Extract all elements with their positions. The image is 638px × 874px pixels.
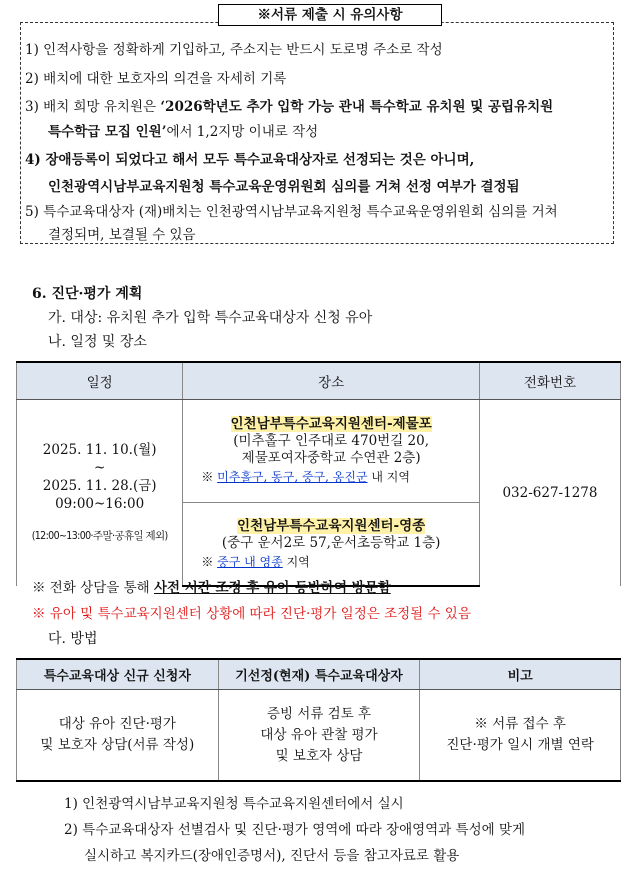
center1-cell: [183, 400, 480, 503]
method-col2-line1: 증빙 서류 검토 후: [266, 705, 372, 722]
notice-line-5-cont: 결정되며, 보결될 수 있음: [48, 227, 196, 243]
phone-cell: 032-627-1278: [479, 400, 620, 587]
center2-name: 인천남부특수교육지원센터-영종: [237, 517, 426, 534]
date-start: 2025. 11. 10.(월): [42, 442, 157, 458]
notice-line-5: 5) 특수교육대상자 (재)배치는 인천광역시남부교육지원청 특수교육운영위원회 심의를 거쳐: [25, 204, 558, 220]
notice-line-3-prefix: 3) 배치 희망 유치원은: [25, 99, 161, 115]
notice-line-3-bold: ‘2026학년도 추가 입학 가능 관내 특수학교 유치원 및 공립유치원: [160, 99, 554, 115]
schedule-table: [16, 361, 621, 587]
method-col2: [218, 690, 420, 782]
center1-area: 미추홀구, 동구, 중구, 옹진군: [217, 470, 368, 485]
notice-line-4: 4) 장애등록이 되었다고 해서 모두 특수교육대상자로 선정되는 것은 아니며,: [25, 152, 475, 168]
date-end: 2025. 11. 28.(금): [42, 478, 157, 494]
center2-cell: [183, 503, 480, 586]
center1-note-mark: ※: [201, 470, 214, 485]
section-title: 6. 진단·평가 계획: [32, 286, 143, 302]
header-existing: 기선정(현재) 특수교육대상자: [218, 659, 420, 690]
notice-line-3-cont: [48, 123, 318, 141]
method-table: [16, 658, 621, 782]
center1-addr1: (미추홀구 인주대로 470번길 20,: [233, 433, 430, 450]
method-heading: 다. 방법: [48, 631, 98, 647]
target-line: 가. 대상: 유치원 추가 입학 특수교육대상자 신청 유아: [48, 310, 373, 326]
notice-box: [20, 22, 614, 244]
center1-name: 인천남부특수교육지원센터-제물포: [230, 416, 432, 433]
notice-line-1: 1) 인적사항을 정확하게 기입하고, 주소지는 반드시 도로명 주소로 작성: [25, 42, 443, 58]
notice-line-3-cont-bold: 특수학급 모집 인원’: [48, 124, 167, 140]
header-phone: 전화번호: [479, 362, 620, 400]
footer-item-1: 1) 인천광역시남부교육지원청 특수교육지원센터에서 실시: [64, 796, 404, 812]
method-col3: [420, 690, 621, 782]
method-col1: [17, 690, 219, 782]
method-col3-line2: 진단·평가 일시 개별 연락: [446, 737, 594, 753]
notice-title: ※서류 제출 시 유의사항: [218, 4, 442, 26]
notice-line-3-cont-suffix: 에서 1,2지망 이내로 작성: [166, 124, 319, 140]
center2-note: [183, 554, 479, 571]
notice-line-4-cont: 인천광역시남부교육지원청 특수교육운영위원회 심의를 거쳐 선정 여부가 결정됨: [48, 179, 520, 195]
method-col2-line2: 대상 유아 관찰 평가: [260, 726, 378, 743]
date-tilde: ~: [94, 460, 106, 476]
center2-note-mark: ※: [201, 554, 214, 569]
method-col1-line1: 대상 유아 진단·평가: [58, 716, 176, 732]
time-range: 09:00~16:00: [55, 496, 145, 512]
notice-line-3: [25, 98, 553, 116]
method-col1-line2: 및 보호자 상담(서류 작성): [40, 737, 195, 753]
footer-item-2a: 2) 특수교육대상자 선별검사 및 진단·평가 영역에 따라 장애영역과 특성에 맞게: [64, 822, 526, 838]
red-note: ※ 유아 및 특수교육지원센터 상황에 따라 진단·평가 일정은 조정될 수 있음: [32, 606, 471, 622]
phone-note-bold: 사전 시간 조정 후 유아 동반하여 방문함: [153, 580, 391, 596]
phone-note: [32, 576, 391, 596]
lunch-note: (12:00~13:00·주말·공휴일 제외): [31, 530, 168, 542]
center1-note-suffix: 내 지역: [371, 470, 410, 485]
header-remarks: 비고: [420, 659, 621, 690]
method-col2-line3: 및 보호자 상담: [275, 747, 363, 764]
notice-line-2: 2) 배치에 대한 보호자의 의견을 자세히 기록: [25, 71, 287, 87]
schedule-heading: 나. 일정 및 장소: [48, 334, 147, 350]
footer-item-2b: 실시하고 복지카드(장애인증명서), 진단서 등을 참고자료로 활용: [84, 848, 460, 864]
schedule-cell: [17, 400, 183, 587]
center2-note-suffix: 지역: [286, 554, 310, 569]
header-location: 장소: [183, 362, 480, 400]
center1-note: [183, 469, 479, 486]
center2-area: 중구 내 영종: [217, 554, 283, 569]
center1-addr2: 제물포여자중학교 수연관 2층): [241, 450, 421, 467]
method-col3-line1: ※ 서류 접수 후: [474, 716, 566, 732]
header-new-applicant: 특수교육대상 신규 신청자: [17, 659, 219, 690]
header-schedule: 일정: [17, 362, 183, 400]
center2-addr1: (중구 운서2로 57,운서초등학교 1층): [221, 534, 441, 551]
phone-note-prefix: ※ 전화 상담을 통해: [32, 580, 154, 596]
